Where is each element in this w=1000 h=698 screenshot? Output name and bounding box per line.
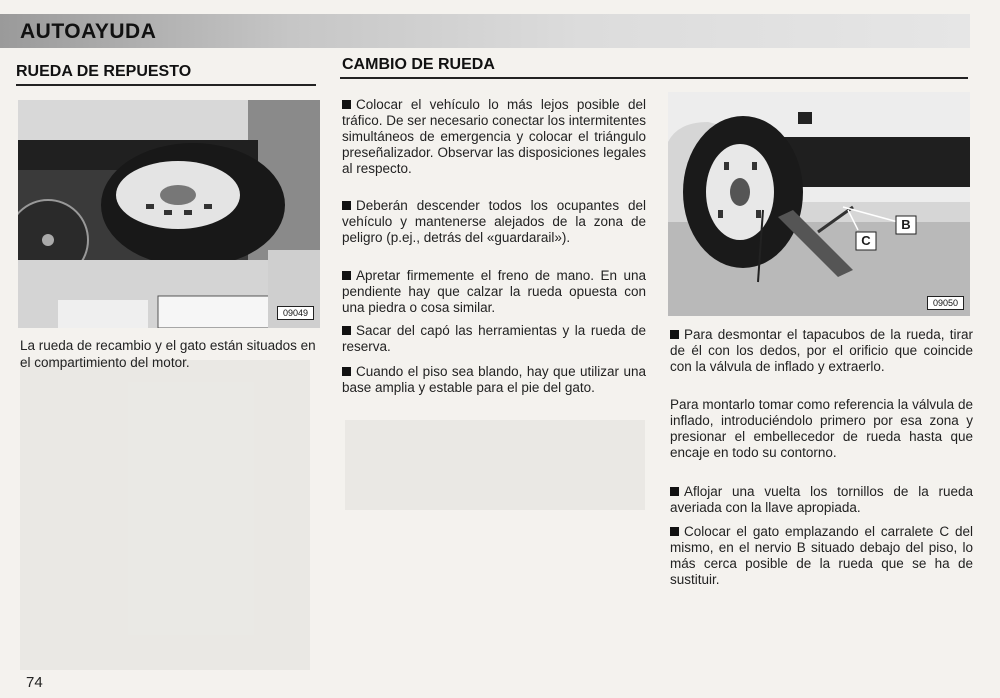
instruction-text: Colocar el gato emplazando el carralete C del mismo, en el nervio B situado debajo del piso, lo más cerca posible de la rueda que se ha de sustituir. <box>670 524 973 587</box>
bullet-marker <box>342 271 351 280</box>
callout-label-b: B <box>901 217 911 232</box>
section-title-wheel-change: CAMBIO DE RUEDA <box>342 56 495 73</box>
instruction-paragraph <box>670 524 973 588</box>
instruction-text: Colocar el vehículo lo más lejos posible del tráfico. De ser necesario conectar los intermitentes simultáneos de emergencia y colocar el triángulo preseñalizador. Observar las disposiciones legales al respecto. <box>342 97 646 176</box>
page-header-title: AUTOAYUDA <box>20 20 157 43</box>
instruction-paragraph <box>670 397 973 461</box>
instruction-paragraph <box>670 484 973 516</box>
instruction-paragraph <box>342 268 646 316</box>
instruction-text: Para montarlo tomar como referencia la válvula de inflado, introduciéndolo primero por esa zona y presionar el embellecedor de rueda hasta que encaje en todo su contorno. <box>670 397 973 460</box>
instruction-text: Cuando el piso sea blando, hay que utilizar una base amplia y estable para el pie del gato. <box>342 364 646 395</box>
section-title-spare-wheel: RUEDA DE REPUESTO <box>16 63 192 80</box>
page-number: 74 <box>26 674 43 691</box>
instruction-paragraph <box>342 364 646 396</box>
instruction-text: Apretar firmemente el freno de mano. En una pendiente hay que calzar la rueda opuesta con una piedra o cosa similar. <box>342 268 646 315</box>
figure-code-label: 09050 <box>927 296 964 310</box>
instruction-paragraph <box>342 97 646 177</box>
instruction-text: Para desmontar el tapacubos de la rueda, tirar de él con los dedos, por el orificio que coincide con la válvula de inflado y extraerlo. <box>670 327 973 374</box>
instruction-paragraph <box>342 198 646 246</box>
figure-caption: La rueda de recambio y el gato están situados en el compartimiento del motor. <box>20 338 316 370</box>
instruction-paragraph <box>342 323 646 355</box>
bullet-marker <box>342 326 351 335</box>
figure-jack-position <box>668 92 970 316</box>
figure-code-label: 09049 <box>277 306 314 320</box>
instruction-text: Deberán descender todos los ocupantes del vehículo y mantenerse alejados de la zona de peligro (p.ej., detrás del «guardarail»). <box>342 198 646 245</box>
instruction-text: Sacar del capó las herramientas y la rueda de reserva. <box>342 323 646 354</box>
bullet-marker <box>670 487 679 496</box>
section-rule <box>16 84 316 86</box>
bullet-marker <box>342 201 351 210</box>
instruction-paragraph <box>670 327 973 375</box>
instruction-text: Aflojar una vuelta los tornillos de la rueda averiada con la llave apropiada. <box>670 484 973 515</box>
spare-wheel-illustration <box>18 100 320 328</box>
bleed-through-shadow <box>345 420 645 510</box>
bullet-marker <box>342 367 351 376</box>
section-rule <box>340 77 968 79</box>
bullet-marker <box>670 330 679 339</box>
jack-illustration <box>668 92 970 316</box>
bullet-marker <box>670 527 679 536</box>
callout-label-c: C <box>861 233 871 248</box>
bleed-through-shadow <box>20 360 310 670</box>
bullet-marker <box>342 100 351 109</box>
figure-spare-wheel <box>18 100 320 328</box>
